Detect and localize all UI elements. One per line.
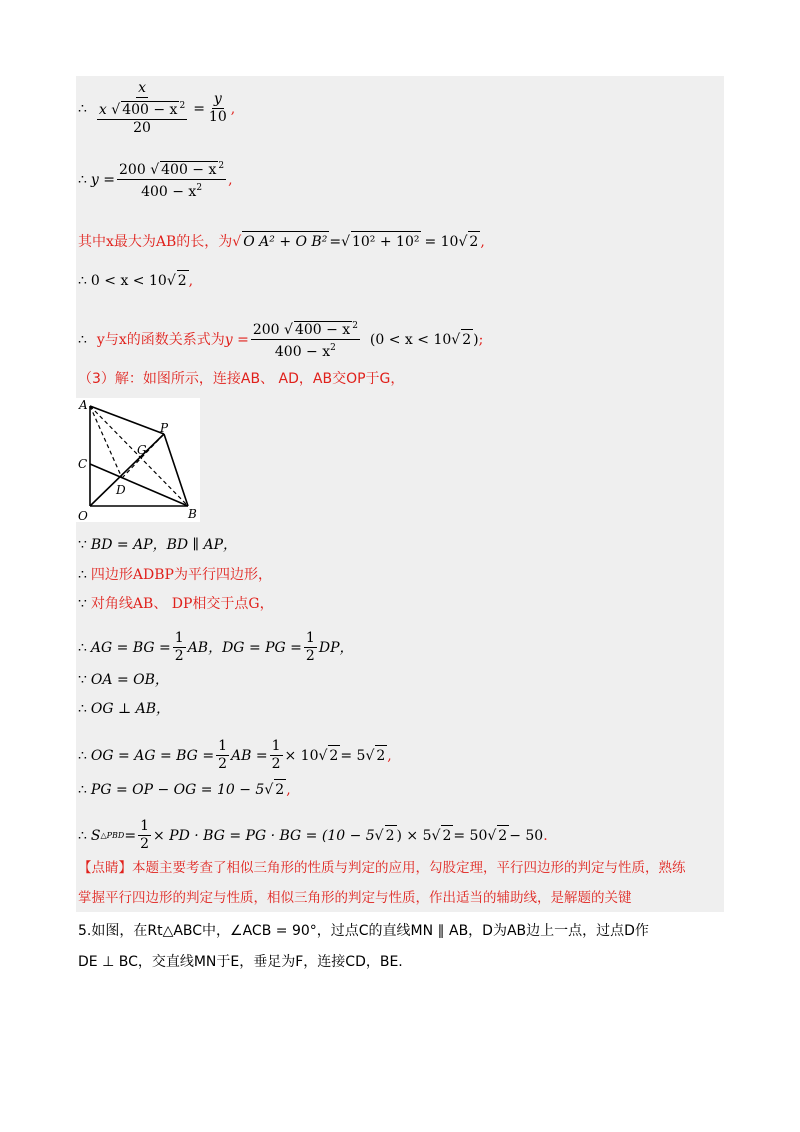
sqrt-2: 2 [441,825,453,846]
equals: = [124,827,137,844]
part-b: ) × 5 [396,827,432,844]
sqrt-2: 2 [177,270,189,291]
comma: , [230,100,236,117]
denominator [139,180,204,201]
range-note: 其中x最大为AB的长，为 √ O A² + O B² = √ 10² + 10² = 10 √ 2 , [78,231,485,252]
numerator: 200 √ 400 − x $^2$ [251,318,360,340]
equals: = [329,233,342,250]
sqrt-2: 2 [375,745,387,766]
equation-y [78,158,233,201]
semicolon: ; [478,331,484,348]
inner-fraction [97,98,187,137]
den-term: 400 − x [274,344,331,360]
step-ag-bg [78,630,354,665]
rhs-denominator: 10 [208,109,227,125]
comma: , [387,747,392,764]
step-text: OG ⊥ AB， [90,701,171,717]
x-var: x [98,102,107,118]
comma: , [228,171,233,188]
denominator [93,98,191,137]
equation-ratio [78,80,235,137]
sqrt-2: 2 [328,745,340,766]
part-c: DP， [318,639,354,656]
sqrt-oa-ob: O A² + O B² [242,231,329,252]
sqrt-2: 2 [274,779,286,800]
question-5-line-2: DE ⊥ BC，交直线MN于E，垂足为F，连接CD，BE. [78,954,403,970]
part-b: AB = [230,747,268,764]
sqrt-term: 400 − x [294,322,351,338]
numerator: x [138,80,146,96]
fraction-half [173,630,186,665]
label-a: A [79,398,88,412]
area-s: S [90,827,101,844]
inner-denominator: 20 [133,120,151,136]
therefore-symbol: ∴ [78,171,87,188]
label-c: C [78,457,88,471]
segment-cb [90,464,188,506]
step-parallelogram [78,565,272,585]
domain-condition: (0 < x < 10 [369,331,452,348]
comma: , [188,272,194,289]
result: = 10 [424,233,459,250]
part-a: AG = BG = [90,639,171,656]
inner-numerator: x √ 400 − x $^2$ [97,98,187,120]
den: 2 [271,756,281,772]
fraction-half [216,738,229,773]
therefore-symbol: ∴ [78,567,87,583]
step-text: 四边形ADBP为平行四边形， [90,567,272,583]
segment-pb [164,434,188,506]
exp: 2 [179,101,186,111]
geometry-diagram [76,398,200,522]
step-area: ∴ S △PBD = $\frac{1}{2}$ × PD · BG = PG · BG = (10 − 5 √ 2 ) × 5 √ 2 = 50 √ 2 − 50 . [78,818,548,852]
step-bd-ap [78,535,237,555]
therefore-symbol: ∴ [78,331,87,348]
numerator: 200 √ 400 − x $^2$ [117,158,226,180]
num: 1 [218,738,227,754]
exp: 2 [218,161,225,171]
lhs: y = [224,331,249,348]
num: 1 [271,738,281,754]
therefore-symbol: ∴ [78,747,87,764]
sqrt-2: 2 [385,825,397,846]
therefore-symbol: ∴ [78,701,87,717]
fraction-half [138,818,151,853]
part-a: × PD · BG = PG · BG = (10 − 5 [153,827,375,844]
exp: 2 [352,321,358,331]
num: 1 [174,630,184,646]
step-text: 对角线AB、 DP相交于点G， [90,596,274,612]
comma: , [286,781,291,798]
denominator [273,340,338,361]
therefore-symbol: ∴ [78,639,87,656]
question-5-line-1: 5.如图，在Rt△ABC中，∠ACB = 90°，过点C的直线MN ∥ AB，D为AB边上一点，过点D作 [78,923,649,939]
part-c: × 10 [284,747,319,764]
part-d: = 5 [340,747,366,764]
den: 2 [174,648,184,664]
label-p: P [160,421,169,435]
area-subscript: △PBD [100,830,125,840]
part3-heading: （3）解：如图所示，连接AB、 AD，AB交OP于G， [78,371,405,387]
label-b: B [188,507,197,521]
fraction-half [270,738,283,773]
fraction-right [207,91,229,126]
num: 1 [305,630,315,646]
part-c: = 50 [453,827,488,844]
label-o: O [78,509,88,522]
relation-text: y与x的函数关系式为 [96,331,225,348]
paren-close: ) [473,331,479,348]
part-b: AB，DG = PG = [187,639,302,656]
step-og-value: ∴ OG = AG = BG = $\frac{1}{2}$ AB = $\frac{1}{2}$ × 10 √ 2 = 5 √ 2 , [78,738,392,772]
equals: = [193,100,205,117]
exp: 2 [330,343,336,353]
sqrt-2: 2 [461,329,473,350]
rhs-numerator: y [213,91,222,107]
sqrt-numbers: 10² + 10² [351,231,421,252]
therefore-symbol: ∴ [78,100,87,117]
note-text: 其中x最大为AB的长，为 [78,233,233,250]
step-oa-ob [78,670,169,690]
num: 1 [140,818,149,834]
function-relation: ∴ y与x的函数关系式为 y = $\frac{200 √ 400 - x ^2}{400 - x^2}$ (0 < x < 10 √ 2 ) ; [78,318,483,361]
step-text: PG = OP − OG = 10 − 5 [90,781,265,798]
sqrt-term: 400 − x [122,102,178,118]
sqrt-2: 2 [497,825,509,846]
coef: 200 [252,322,280,338]
coef: 200 [119,162,146,178]
den: 2 [140,836,149,852]
range-inequality: ∴ 0 < x < 10 √ 2 , [78,270,193,291]
den: 2 [218,756,227,772]
fraction [117,158,226,201]
because-symbol: ∵ [78,672,87,688]
sqrt-2: 2 [468,231,480,252]
comment-line-2: 掌握平行四边形的判定与性质，相似三角形的判定与性质，作出适当的辅助线，是解题的关键 [78,890,632,906]
because-symbol: ∵ [78,537,87,553]
step-pg: ∴ PG = OP − OG = 10 − 5 √ 2 , [78,779,291,800]
therefore-symbol: ∴ [78,272,87,289]
lhs: y = [90,171,116,188]
den-term: 400 − x [141,184,197,200]
comment-line-1: 【点睛】本题主要考查了相似三角形的性质与判定的应用，勾股定理，平行四边形的判定与性质，熟练 [78,860,686,876]
therefore-symbol: ∴ [78,781,87,798]
fraction [251,318,360,361]
label-g: G [137,443,147,457]
fraction-left [93,80,191,137]
because-symbol: ∵ [78,596,87,612]
step-og-perp [78,699,170,719]
segment-ap [90,406,164,434]
therefore-symbol: ∴ [78,827,87,844]
comma: , [480,233,485,250]
sqrt-term: 400 − x [161,162,217,178]
label-d: D [116,483,126,497]
step-diagonals [78,594,274,614]
part-a: OG = AG = BG = [90,747,215,764]
period: . [543,827,548,844]
fraction-half [304,630,317,665]
exp: 2 [196,183,203,193]
part-d: − 50 [509,827,544,844]
step-text: OA = OB， [90,672,169,688]
den: 2 [305,648,315,664]
step-text: BD = AP，BD ∥ AP， [90,537,238,553]
range-text: 0 < x < 10 [90,272,167,289]
